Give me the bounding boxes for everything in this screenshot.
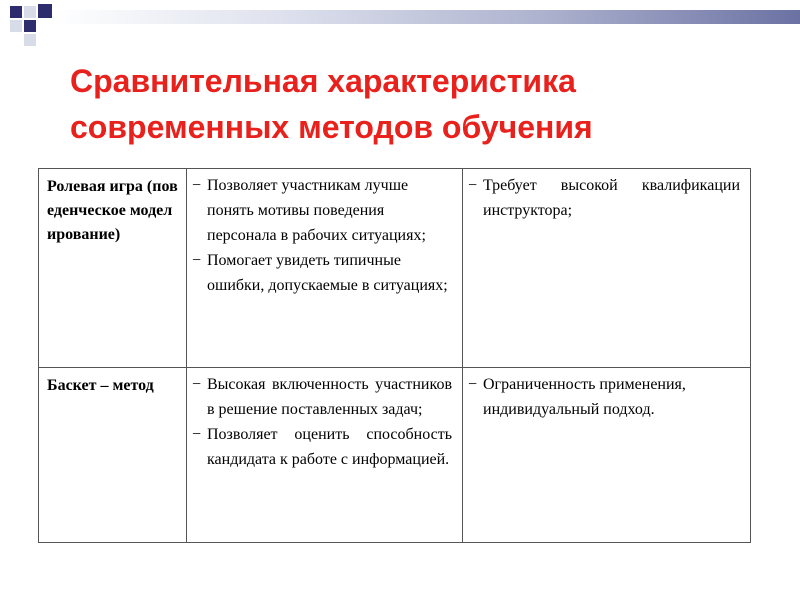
bullet-dash-icon: −: [192, 376, 202, 393]
list-item: [468, 173, 740, 223]
list-item-text: Высокая включенность участников в решение поставленных задач;: [207, 376, 452, 418]
bullet-dash-icon: −: [192, 252, 202, 269]
bullet-dash-icon: −: [192, 426, 202, 443]
table-row: [39, 368, 751, 543]
list-item: [192, 422, 452, 472]
method-cell: [39, 368, 187, 543]
list-item: [192, 372, 452, 422]
bullet-dash-icon: −: [468, 177, 478, 194]
method-name: Ролевая игра (поведенческое моделирование): [47, 178, 178, 243]
list-item: [192, 248, 452, 298]
comparison-table: [38, 168, 751, 543]
advantages-cell: [187, 368, 463, 543]
list-item-text: Позволяет оценить способность кандидата к работе с информацией.: [207, 426, 452, 468]
decor-square: [38, 4, 52, 18]
table-row: [39, 169, 751, 368]
decor-square: [10, 6, 22, 18]
list-item-text: Ограниченность применения, индивидуальный подход.: [483, 376, 686, 418]
decor-square: [10, 20, 22, 32]
method-cell: [39, 169, 187, 368]
list-item: [468, 372, 740, 422]
list-item-text: Позволяет участникам лучше понять мотивы поведения персонала в рабочих ситуациях;: [207, 177, 426, 244]
decor-square: [10, 34, 22, 46]
decor-square: [24, 34, 36, 46]
disadvantages-cell: [463, 169, 751, 368]
list-item: [192, 173, 452, 248]
slide-title-line-2: современных методов обучения: [70, 109, 593, 145]
list-item-text: Требует высокой квалификации инструктора;: [483, 177, 740, 219]
header-gradient-strip: [52, 10, 800, 24]
method-name: Баскет – метод: [47, 377, 154, 394]
decor-square: [24, 6, 36, 18]
bullet-dash-icon: −: [468, 376, 478, 393]
slide-title: [70, 58, 750, 150]
bullet-dash-icon: −: [192, 177, 202, 194]
decor-square: [24, 20, 36, 32]
list-item-text: Помогает увидеть типичные ошибки, допускаемые в ситуациях;: [207, 252, 448, 294]
slide-title-line-1: Сравнительная характеристика: [70, 63, 576, 99]
disadvantages-cell: [463, 368, 751, 543]
advantages-cell: [187, 169, 463, 368]
